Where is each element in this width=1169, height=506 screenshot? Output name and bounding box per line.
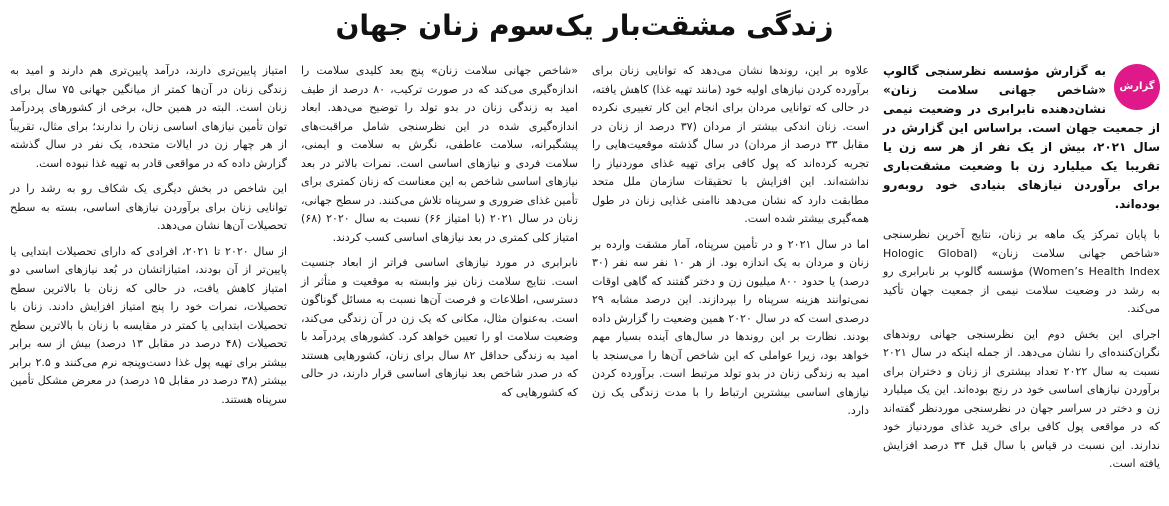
report-badge (1114, 64, 1160, 110)
column-4 (10, 62, 287, 500)
body-paragraph: علاوه بر این، روندها نشان می‌دهد که توانایی زنان برای برآورده کردن نیازهای اولیه خود (مانند تهیه غذا) کاهش یافته، در حالی که توانایی مردان برای انجام این کار تغییری نکرده است. زنان اندکی بیشتر از مردان (۳۷ درصد از زنان در مقابل ۳۳ درصد از مردان) در سال گذشته موقعیت‌هایی را تجربه کرده‌اند که پول کافی برای تهیه غذای موردنیاز را نداشته‌اند. این افزایش با تحقیقات سازمان ملل متحد مطابقت دارد که نشان می‌دهد ناامنی غذایی زنان در طول همه‌گیری بیشتر شده است. (592, 64, 869, 225)
body-paragraph: اما در سال ۲۰۲۱ و در تأمین سرپناه، آمار مشقت وارده بر زنان و مردان به یک اندازه بود. از هر ۱۰ نفر سه نفر (۳۰ درصد) یا حدود ۸۰۰ میلیون زن و دختر گفتند که گاهی اوقات نمی‌توانند هزینه سرپناه را بپردازند. این درصد مشابه ۲۹ درصدی است که در سال ۲۰۲۰ همین وضعیت را گزارش داده بودند. نظارت بر این روندها در سال‌های آینده بسیار مهم خواهد بود، زیرا عواملی که این شاخص آن‌ها را می‌سنجد با امید به زندگی زنان در بدو تولد مرتبط است. برآورده کردن نیازهای اساسی بیشترین ارتباط را با مدت زندگی یک زن دارد. (592, 237, 870, 417)
lead-paragraph: به گزارش مؤسسه نظرسنجی گالوپ «شاخص جهانی سلامت زنان» نشان‌دهنده نابرابری در وضعیت نیمی از جمعیت جهان است. براساس این گزارش در سال ۲۰۲۱، بیش از یک نفر از هر سه زن یا تقریبا یک میلیارد زن با وضعیت مشقت‌باری برای برآوردن نیازهای بنیادی خود روبه‌رو بوده‌اند. (883, 64, 1160, 211)
body-paragraph: این شاخص در بخش دیگری یک شکاف رو به رشد را در توانایی زنان برای برآوردن نیازهای اساسی، بسته به سطح تحصیلات آن‌ها نشان می‌دهد. (10, 182, 287, 232)
body-paragraph: امتیاز پایین‌تری دارند، درآمد پایین‌تری هم دارند و امید به زندگی زنان در آن‌ها کمتر از میانگین جهانی ۷۵ سال برای زنان است. البته در همین حال، برخی از کشورهای پردرآمد توان تأمین نیازهای اساسی زنان را ندارند؛ برای مثال، تقریباً از هر چهار زن در ایالات متحده، یک نفر در سال گذشته گزارش داده که در مواقعی قادر به تهیه غذا نبوده است. (10, 64, 287, 170)
column-1 (883, 62, 1160, 500)
body-paragraph: نابرابری در مورد نیازهای اساسی فراتر از ابعاد جنسیت است. نتایج سلامت زنان نیز وابسته به موقعیت و متأثر از دسترسی، اطلاعات و فرصت آن‌ها نسبت به مسائل گوناگون است. به‌عنوان مثال، مکانی که یک زن در آن زندگی می‌کند، وضعیت سلامت او را تعیین خواهد کرد. کشورهای پردرآمد با امید به زندگی حداقل ۸۲ سال برای زنان، کشورهایی هستند که در صدر شاخص بعد نیازهای اساسی قرار دارند، در حالی که کشورهایی که (301, 256, 578, 399)
column-3 (301, 62, 578, 500)
body-paragraph: اجرای این بخش دوم این نظرسنجی جهانی روندهای نگران‌کننده‌ای را نشان می‌دهد. از جمله اینکه در سال ۲۰۲۱ نسبت به سال ۲۰۲۲ تعداد بیشتری از زنان و دختران برای برآوردن نیازهای اساسی خود در رنج بوده‌اند. این یک میلیارد زن و دختر در سراسر جهان در نظرسنجی موردنظر گفته‌اند که در مواقعی پول کافی برای خرید غذای موردنیاز خود ندارند. این نسبت در قیاس با سال قبل ۳۴ درصد افزایش یافته است. (883, 327, 1160, 470)
body-paragraph: از سال ۲۰۲۰ تا ۲۰۲۱، افرادی که دارای تحصیلات ابتدایی یا پایین‌تر از آن بودند، امتیازاتشان در بُعد نیازهای اساسی دو امتیاز کاهش یافت، در حالی که زنان با بالاترین سطح تحصیلات، نمرات خود را پنج امتیاز افزایش دادند. زنان با تحصیلات ابتدایی یا کمتر در مقایسه با زنان با بالاترین سطح تحصیلات (۴۸ درصد در مقابل ۱۳ درصد) بیش از سه برابر بیشتر برای تهیه پول غذا دست‌وپنجه نرم می‌کنند و ۲.۵ برابر بیشتر (۳۸ درصد در مقابل ۱۵ درصد) در معرض مشکل تأمین سرپناه هستند. (10, 244, 288, 406)
article-columns (10, 62, 1160, 500)
body-paragraph: با پایان تمرکز یک ماهه بر زنان، نتایج آخرین نظرسنجی «شاخص جهانی سلامت زنان» (Hologic Global Women’s Health Index) مؤسسه گالوپ بر نابرابری رو به رشد در وضعیت سلامت نیمی از جمعیت جهان تأکید می‌کند. (883, 228, 1160, 315)
body-paragraph: «شاخص جهانی سلامت زنان» پنج بعد کلیدی سلامت را اندازه‌گیری می‌کند که در صورت ترکیب، ۸۰ درصد از طیف امید به زندگی زنان در بدو تولد را توضیح می‌دهد. ابعاد اندازه‌گیری شده در این نظرسنجی شامل مراقبت‌های پیشگیرانه، سلامت عاطفی، نگرش به سلامت و ایمنی، سلامت فردی و نیازهای اساسی است. نمرات بالاتر در بعد نیازهای اساسی شاخص به این معناست که زنان کمتری برای تأمین غذای ضروری و سرپناه تلاش می‌کنند. در سطح جهانی، زنان در سال ۲۰۲۱ (با امتیاز ۶۶) نسبت به سال ۲۰۲۰ (۶۸) امتیاز کلی کمتری در بعد نیازهای اساسی کسب کردند. (301, 64, 578, 244)
article-title: زندگی مشقت‌بار یک‌سوم زنان جهان (335, 9, 834, 42)
column-2 (592, 62, 869, 500)
report-badge-label: گزارش (1119, 81, 1155, 92)
